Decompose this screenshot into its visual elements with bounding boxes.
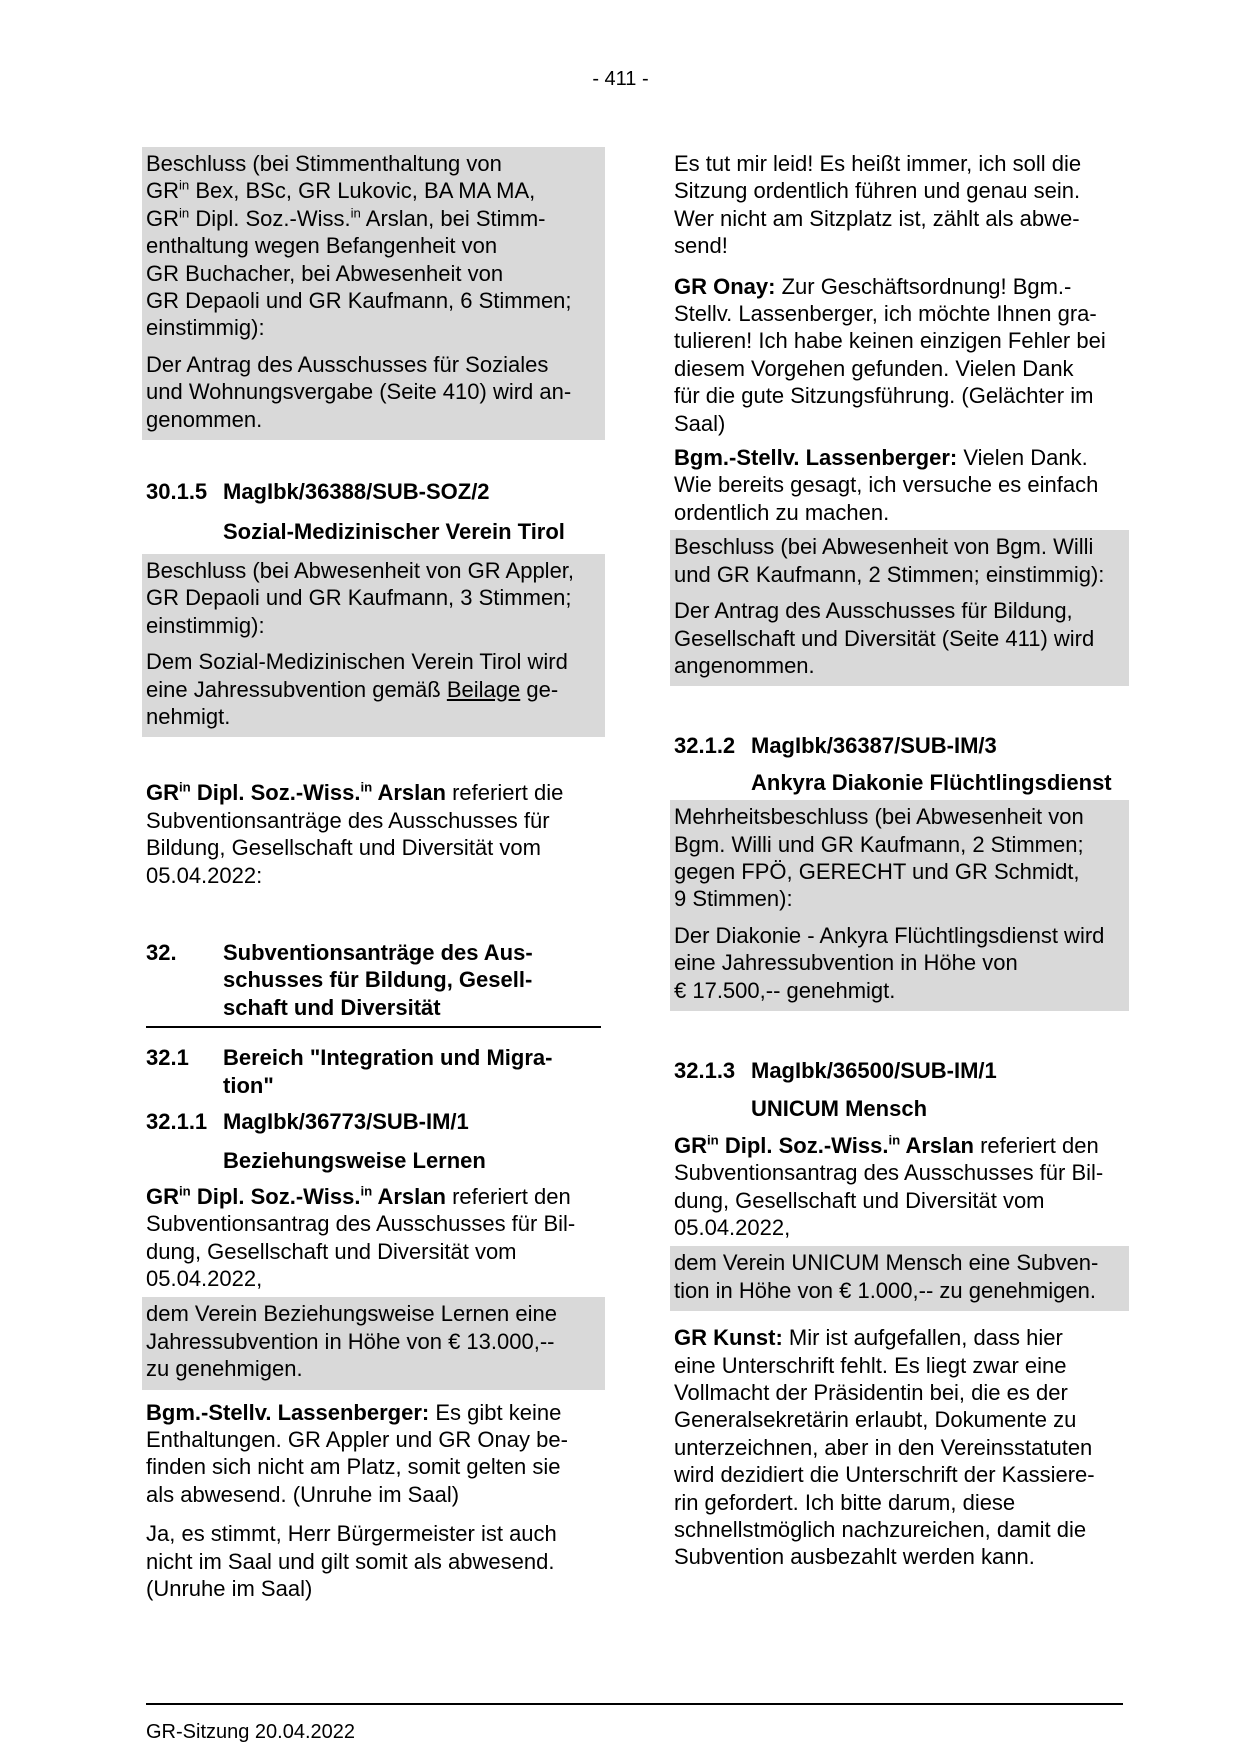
resolution-text: Beschluss (bei Abwesenheit von Bgm. Willi und GR Kaufmann, 2 Stimmen; einstimmig): xyxy=(674,534,1105,587)
section-number: 32.1 xyxy=(146,1045,189,1071)
speech-paragraph-continuation: Es tut mir leid! Es heißt immer, ich soll die Sitzung ordentlich führen und genau sein. Wer nicht am Sitzplatz ist, zählt als abwe- send! xyxy=(674,151,1082,259)
item-number: 32.1.1 xyxy=(146,1108,208,1134)
resolution-block-ankyra xyxy=(670,800,1129,1011)
section-heading-32-1 xyxy=(146,1044,601,1099)
item-title-ankyra: Ankyra Diakonie Flüchtlingsdienst xyxy=(751,769,1112,795)
item-heading-30-1-5 xyxy=(146,478,601,505)
speech-paragraph-arslan: $GR^{in}$ Dipl. Soz.-Wiss.$^{in}$ Arslan referiert den Subventionsantrag des Ausschusses für Bil- dung, Gesellschaft und Diversität vom 05.04.2022, xyxy=(674,1132,1104,1240)
resolution-result: Der Diakonie - Ankyra Flüchtlingsdienst wird eine Jahressubvention in Höhe von € 17.500,-- genehmigt. xyxy=(674,922,1105,1003)
speech-paragraph-lassenberger-continued: Ja, es stimmt, Herr Bürgermeister ist auch nicht im Saal und gilt somit als abwesend. (Unruhe im Saal) xyxy=(146,1521,557,1602)
item-heading-32-1-2 xyxy=(674,732,1125,759)
speech-paragraph-arslan-intro: $GR^{in}$ Dipl. Soz.-Wiss.$^{in}$ Arslan referiert die Subventionsanträge des Ausschusses für Bildung, Gesellschaft und Diversität vom 05.04.2022: xyxy=(146,779,564,888)
resolution-block-bildung xyxy=(670,530,1129,686)
item-title-unicum: UNICUM Mensch xyxy=(751,1096,928,1122)
section-heading-32 xyxy=(146,939,601,1028)
resolution-result: Der Antrag des Ausschusses für Bildung, Gesellschaft und Diversität (Seite 411) wird angenommen. xyxy=(674,598,1095,678)
resolution-block-smvt xyxy=(142,554,605,737)
item-heading-32-1-1 xyxy=(146,1108,601,1135)
item-number: 32.1.2 xyxy=(674,733,736,759)
item-number: 30.1.5 xyxy=(146,479,208,505)
motion-block-beziehungsweise xyxy=(142,1297,605,1389)
footer-text: GR-Sitzung 20.04.2022 xyxy=(146,1721,356,1743)
resolution-text: Beschluss (bei Stimmenthaltung von $GR^{in}$ Bex, BSc, GR Lukovic, BA MA MA, $GR^{in}$ Dipl. Soz.-Wiss.$^{in}$ Arslan, bei Stimm- enthaltung wegen Befangenheit von GR Buchacher, bei Abwesenheit von GR Depaoli und GR Kaufmann, 6 Stimmen; einstimmig): xyxy=(146,151,572,341)
section-number: 32. xyxy=(146,939,177,965)
item-reference: MagIbk/36387/SUB-IM/3 xyxy=(751,733,997,759)
section-title: Bereich "Integration und Migra- tion" xyxy=(223,1045,553,1098)
speech-paragraph-arslan: $GR^{in}$ Dipl. Soz.-Wiss.$^{in}$ Arslan referiert den Subventionsantrag des Ausschusses für Bil- dung, Gesellschaft und Diversität vom 05.04.2022, xyxy=(146,1183,576,1291)
resolution-text: Beschluss (bei Abwesenheit von GR Appler, GR Depaoli und GR Kaufmann, 3 Stimmen; einstimmig): xyxy=(146,557,575,638)
item-title-sozial-medizinischer-verein: Sozial-Medizinischer Verein Tirol xyxy=(223,519,565,545)
motion-block-unicum xyxy=(670,1246,1129,1311)
item-number: 32.1.3 xyxy=(674,1057,736,1083)
motion-text: dem Verein UNICUM Mensch eine Subven- tion in Höhe von € 1.000,-- zu genehmigen. xyxy=(674,1250,1099,1303)
left-column xyxy=(146,147,601,1602)
page-footer xyxy=(146,1703,1123,1744)
speech-paragraph-kunst: GR Kunst: Mir ist aufgefallen, dass hier eine Unterschrift fehlt. Es liegt zwar eine Vollmacht der Präsidentin bei, die es der Generalsekretärin erlaubt, Dokumente zu unterzeichnen, aber in den Vereinsstatuten wird dezidiert die Unterschrift der Kassiere- rin gefordert. Ich bitte darum, diese schnellstmöglich nachzureichen, damit die Subvention ausbezahlt werden kann. xyxy=(674,1325,1095,1570)
item-heading-32-1-3 xyxy=(674,1057,1125,1084)
item-reference: MagIbk/36773/SUB-IM/1 xyxy=(223,1108,469,1134)
section-title: Subventionsanträge des Aus- schusses für Bildung, Gesell- schaft und Diversität xyxy=(223,939,533,1020)
item-reference: MagIbk/36500/SUB-IM/1 xyxy=(751,1057,997,1083)
item-title-beziehungsweise-lernen: Beziehungsweise Lernen xyxy=(223,1148,486,1174)
resolution-result: Dem Sozial-Medizinischen Verein Tirol wird eine Jahressubvention gemäß Beilage ge- nehmigt. xyxy=(146,649,568,729)
resolution-block-soziales xyxy=(142,147,605,440)
item-reference: MagIbk/36388/SUB-SOZ/2 xyxy=(223,479,490,505)
page-number: - 411 - xyxy=(592,68,649,90)
resolution-result: Der Antrag des Ausschusses für Soziales und Wohnungsvergabe (Seite 410) wird an- genommen. xyxy=(146,351,572,432)
speech-paragraph-lassenberger: Bgm.-Stellv. Lassenberger: Vielen Dank. Wie bereits gesagt, ich versuche es einfach ordentlich zu machen. xyxy=(674,445,1099,525)
speech-paragraph-lassenberger: Bgm.-Stellv. Lassenberger: Es gibt keine Enthaltungen. GR Appler und GR Onay be- finden sich nicht am Platz, somit gelten sie als abwesend. (Unruhe im Saal) xyxy=(146,1399,568,1507)
speech-paragraph-onay: GR Onay: Zur Geschäftsordnung! Bgm.- Stellv. Lassenberger, ich möchte Ihnen gra- tulieren! Ich habe keinen einzigen Fehler bei diesem Vorgehen gefunden. Vielen Dank für die gute Sitzungsführung. (Gelächter im Saal) xyxy=(674,273,1106,436)
motion-text: dem Verein Beziehungsweise Lernen eine Jahressubvention in Höhe von € 13.000,-- zu genehmigen. xyxy=(146,1301,557,1382)
resolution-text: Mehrheitsbeschluss (bei Abwesenheit von Bgm. Willi und GR Kaufmann, 2 Stimmen; gegen FPÖ, GERECHT und GR Schmidt, 9 Stimmen): xyxy=(674,804,1084,912)
right-column xyxy=(674,147,1125,1571)
